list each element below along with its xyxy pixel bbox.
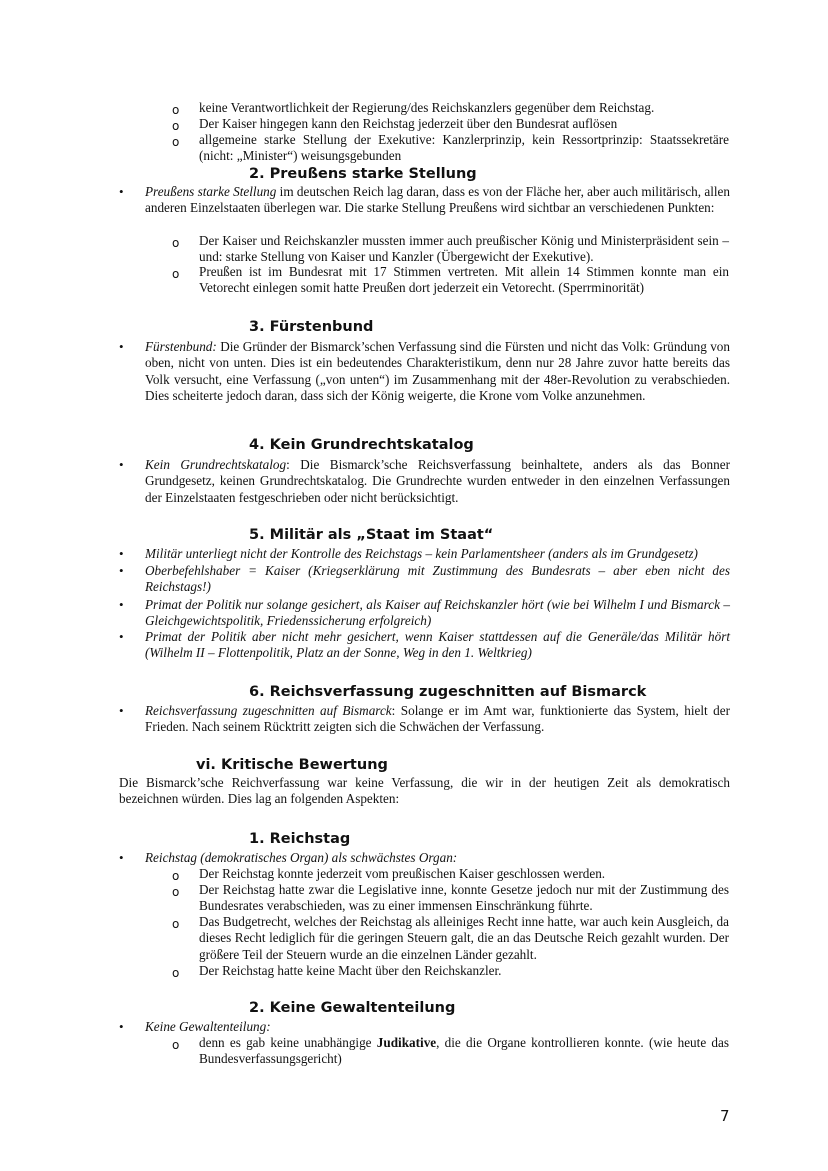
sub-bullet: o	[172, 1038, 180, 1052]
sub-bullet: o	[172, 267, 180, 281]
list-item: Der Reichstag hatte zwar die Legislative inne, konnte Gesetze jedoch nur mit der Zustimmung des Bundesrates verabschieden, was zu einer immensen Einschränkung führte.	[199, 882, 729, 914]
list-item: Militär unterliegt nicht der Kontrolle des Reichstags – kein Parlamentsheer (anders als im Grundgesetz)	[145, 546, 698, 561]
paragraph-text: Die Gründer der Bismarck’schen Verfassung sind die Fürsten und nicht das Volk: Gründung von oben, nicht von unten. Dies ist ein bedeutendes Charakteristikum, denn nur 28 Jahre zuvor hatte bereits das Volk versucht, eine Verfassung („von unten“) im Zusammenhang mit der 48er-Revolution zu verabschieden. Dies scheiterte jedoch daran, dass sich der König weigerte, die Krone vom Volke anzunehmen.	[145, 339, 730, 403]
list-item: Der Reichstag hatte keine Macht über den Reichskanzler.	[199, 963, 502, 978]
section-heading: 2. Keine Gewaltenteilung	[249, 1000, 456, 1016]
paragraph: Reichstag (demokratisches Organ) als schwächstes Organ:	[145, 850, 458, 865]
bullet: •	[119, 184, 124, 199]
paragraph-text: : Solange er im Amt war, funktionierte das System, hielt der Frieden. Nach seinem Rücktritt zeigten sich die Schwächen der Verfassung.	[145, 703, 731, 735]
list-item: Der Reichstag konnte jederzeit vom preußischen Kaiser geschlossen werden.	[199, 866, 606, 881]
section-heading: 3. Fürstenbund	[249, 319, 374, 335]
sub-bullet: o	[172, 966, 180, 980]
bullet: •	[119, 546, 124, 561]
section-heading: 4. Kein Grundrechtskatalog	[249, 437, 474, 453]
lead-term: Kein Grundrechtskatalog	[145, 457, 287, 472]
list-item-text: , die die Organe kontrollieren konnte. (wie heute das Bundesverfassungsgericht)	[199, 1035, 729, 1067]
list-item: Das Budgetrecht, welches der Reichstag als alleiniges Recht inne hatte, war auch kein Ausgleich, da dieses Recht lediglich für die geringen Steuern galt, die an das Deutsche Reich gezahlt wurden. Der größere Teil der Steuern wurde an die einzelnen Länder gezahlt.	[199, 914, 729, 962]
paragraph	[145, 457, 730, 506]
section-heading: 6. Reichsverfassung zugeschnitten auf Bismarck	[249, 684, 647, 700]
paragraph	[145, 184, 730, 217]
bullet: •	[119, 339, 124, 354]
lead-term: Fürstenbund:	[145, 339, 217, 354]
list-item: allgemeine starke Stellung der Exekutive: Kanzlerprinzip, kein Ressortprinzip: Staatssekretäre (nicht: „Minister“) weisungsgebunden	[199, 132, 729, 164]
list-item-text: denn es gab keine unabhängige	[199, 1035, 377, 1050]
sub-bullet: o	[172, 135, 180, 149]
paragraph-text: : Die Bismarck’sche Reichsverfassung beinhaltete, anders als das Bonner Grundgesetz, keinen Grundrechtskatalog. Die Grundrechte wurden entweder in den einzelnen Verfassungen der Einzelstaaten festgeschrieben oder nicht berücksichtigt.	[145, 457, 730, 505]
bullet: •	[119, 597, 124, 612]
list-item: Oberbefehlshaber = Kaiser (Kriegserklärung mit Zustimmung des Bundesrats – aber eben nicht des Reichstags!)	[145, 563, 730, 595]
bullet: •	[119, 457, 124, 472]
list-item: Preußen ist im Bundesrat mit 17 Stimmen vertreten. Mit allein 14 Stimmen konnte man ein Vetorecht einlegen somit hatte Preußen dort jederzeit ein Vetorecht. (Sperrminorität)	[199, 264, 729, 296]
list-item: Primat der Politik aber nicht mehr gesichert, wenn Kaiser stattdessen auf die Generäle/das Militär hört (Wilhelm II – Flottenpolitik, Platz an der Sonne, Weg in den 1. Weltkrieg)	[145, 629, 730, 661]
bullet: •	[119, 629, 124, 644]
lead-term: Reichsverfassung zugeschnitten auf Bismarck	[145, 703, 392, 718]
section-heading: 5. Militär als „Staat im Staat“	[249, 527, 494, 543]
bullet: •	[119, 850, 124, 865]
bullet: •	[119, 563, 124, 578]
section-heading: 1. Reichstag	[249, 831, 351, 847]
lead-term: Preußens starke Stellung	[145, 184, 277, 199]
list-item: keine Verantwortlichkeit der Regierung/des Reichskanzlers gegenüber dem Reichstag.	[199, 100, 655, 115]
bullet: •	[119, 1019, 124, 1034]
list-item: Der Kaiser hingegen kann den Reichstag jederzeit über den Bundesrat auflösen	[199, 116, 618, 131]
sub-bullet: o	[172, 103, 180, 117]
sub-bullet: o	[172, 236, 180, 250]
bold-term: Judikative	[376, 1035, 437, 1050]
list-item: Der Kaiser und Reichskanzler mussten immer auch preußischer König und Ministerpräsident sein – und: starke Stellung von Kaiser und Kanzler (Übergewicht der Exekutive).	[199, 233, 729, 265]
sub-bullet: o	[172, 917, 180, 931]
section-heading: vi. Kritische Bewertung	[196, 757, 388, 773]
paragraph: Keine Gewaltenteilung:	[145, 1019, 271, 1034]
page-number: 7	[720, 1107, 730, 1125]
list-item: Primat der Politik nur solange gesichert, als Kaiser auf Reichskanzler hört (wie bei Wilhelm I und Bismarck – Gleichgewichtspolitik, Friedenssicherung erfolgreich)	[145, 597, 730, 629]
paragraph-text: im deutschen Reich lag daran, dass es von der Fläche her, aber auch militärisch, allen anderen Einzelstaaten überlegen war. Die starke Stellung Preußens wird sichtbar an verschiedenen Punkten:	[145, 184, 730, 216]
paragraph: Die Bismarck’sche Reichverfassung war keine Verfassung, die wir in der heutigen Zeit als demokratisch bezeichnen würden. Dies lag an folgenden Aspekten:	[119, 775, 730, 807]
sub-bullet: o	[172, 869, 180, 883]
bullet: •	[119, 703, 124, 718]
sub-bullet: o	[172, 885, 180, 899]
paragraph	[145, 703, 730, 736]
sub-bullet: o	[172, 119, 180, 133]
section-heading: 2. Preußens starke Stellung	[249, 166, 477, 182]
list-item	[199, 1035, 729, 1068]
paragraph	[145, 339, 730, 404]
